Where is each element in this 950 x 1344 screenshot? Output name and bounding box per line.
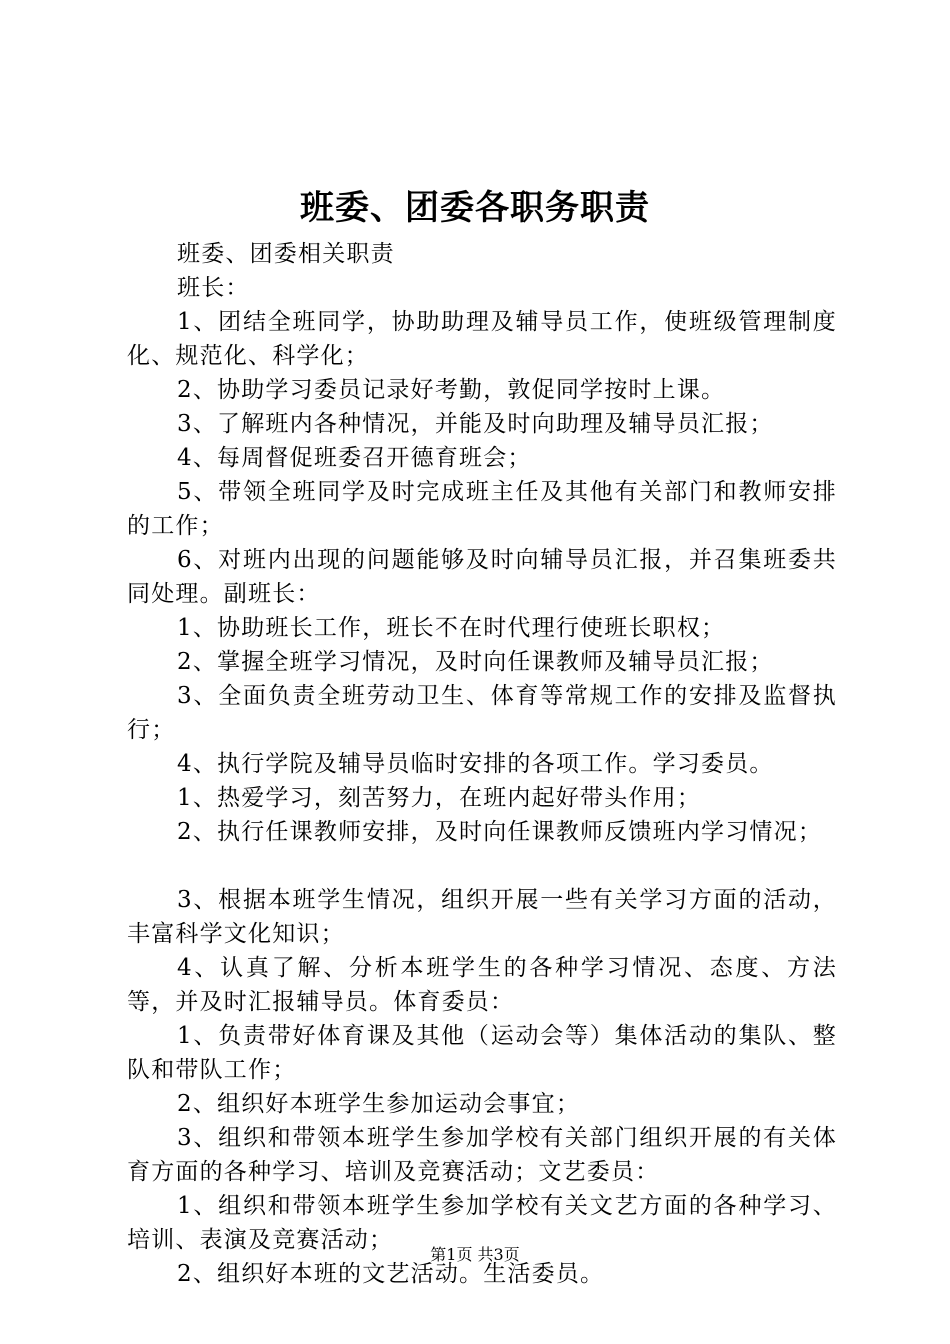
- paragraph: 3、组织和带领本班学生参加学校有关部门组织开展的有关体育方面的各种学习、培训及竞赛活动；文艺委员：: [127, 1125, 837, 1185]
- paragraph-section-heading: 班委、团委相关职责: [177, 241, 395, 267]
- paragraph: 4、每周督促班委召开德育班会；: [177, 445, 532, 471]
- paragraph: 2、掌握全班学习情况，及时向任课教师及辅导员汇报；: [177, 649, 774, 675]
- paragraph-monitor-heading: 班长：: [177, 275, 250, 301]
- document-body: [127, 237, 837, 1291]
- paragraph: 3、根据本班学生情况，组织开展一些有关学习方面的活动，丰富科学文化知识；: [127, 887, 837, 947]
- paragraph: 1、负责带好体育课及其他（运动会等）集体活动的集队、整队和带队工作；: [127, 1023, 837, 1083]
- paragraph: 4、认真了解、分析本班学生的各种学习情况、态度、方法等，并及时汇报辅导员。体育委员：: [127, 955, 837, 1015]
- paragraph: 6、对班内出现的问题能够及时向辅导员汇报，并召集班委共同处理。副班长：: [127, 547, 837, 607]
- paragraph: 3、全面负责全班劳动卫生、体育等常规工作的安排及监督执行；: [127, 683, 837, 743]
- paragraph: 2、组织好本班学生参加运动会事宜；: [177, 1091, 581, 1117]
- paragraph: 2、执行任课教师安排，及时向任课教师反馈班内学习情况；: [177, 819, 823, 845]
- paragraph: 3、了解班内各种情况，并能及时向助理及辅导员汇报；: [177, 411, 774, 437]
- paragraph: 2、协助学习委员记录好考勤，敦促同学按时上课。: [177, 377, 726, 403]
- paragraph: 1、团结全班同学，协助助理及辅导员工作，使班级管理制度化、规范化、科学化；: [127, 309, 837, 369]
- paragraph: 5、带领全班同学及时完成班主任及其他有关部门和教师安排的工作；: [127, 479, 837, 539]
- page-number-footer: 第1页 共3页: [430, 1245, 520, 1264]
- paragraph: 1、组织和带领本班学生参加学校有关文艺方面的各种学习、培训、表演及竞赛活动；: [127, 1193, 837, 1253]
- paragraph: 4、执行学院及辅导员临时安排的各项工作。学习委员。: [177, 751, 774, 777]
- paragraph: 2、组织好本班的文艺活动。生活委员。: [177, 1261, 605, 1287]
- document-title: 班委、团委各职务职责: [300, 188, 650, 228]
- paragraph: 1、协助班长工作，班长不在时代理行使班长职权；: [177, 615, 726, 641]
- paragraph: 1、热爱学习，刻苦努力，在班内起好带头作用；: [177, 785, 702, 811]
